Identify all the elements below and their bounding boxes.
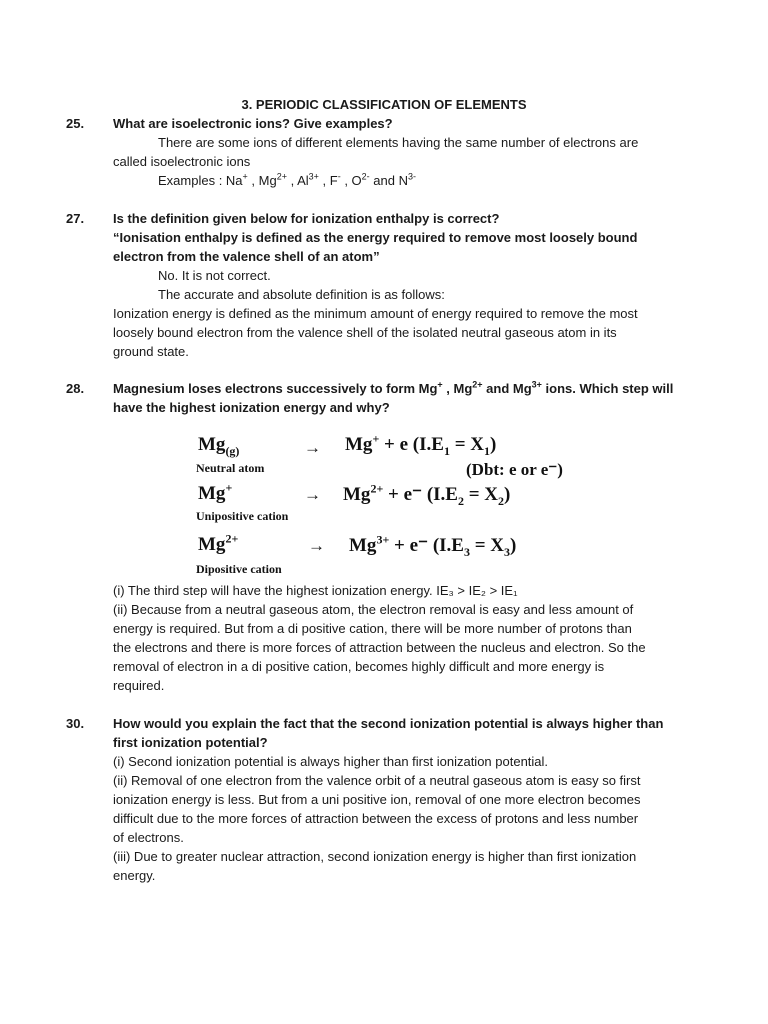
ion-text: and N — [369, 173, 408, 188]
ion-charge: 2+ — [472, 379, 483, 390]
question-text-part: Magnesium loses electrons successively to form Mg — [113, 381, 438, 396]
question-text — [113, 379, 693, 398]
equation-superscript: 3+ — [376, 532, 390, 547]
question-number: 30. — [66, 716, 85, 731]
answer-line: removal of electron in a di positive cation, becomes highly difficult and more energy is — [113, 659, 605, 674]
equation-text: = X — [449, 434, 484, 455]
arrow-icon: → — [308, 536, 325, 555]
equation-superscript: 2+ — [370, 481, 384, 496]
equation-product — [343, 483, 510, 506]
equation-symbol: Mg — [198, 434, 226, 455]
equation-reactant — [198, 480, 233, 505]
equation-symbol: Mg — [349, 535, 377, 556]
equation-label: Dipositive cation — [196, 562, 282, 576]
arrow-icon: → — [304, 485, 321, 504]
answer-line: There are some ions of different elements having the same number of electrons are — [158, 135, 639, 150]
equation-subscript: 2 — [457, 493, 464, 508]
equation-subscript: (g) — [225, 443, 240, 458]
answer-line: ionization energy is less. But from a uni positive ion, removal of one more electron becomes — [113, 792, 641, 807]
equation-text: = X — [469, 535, 505, 556]
equation-superscript: 2+ — [225, 531, 239, 546]
question-number: 27. — [66, 211, 85, 226]
answer-line: called isoelectronic ions — [113, 154, 251, 169]
arrow-icon: → — [304, 438, 321, 457]
equation-product — [349, 534, 516, 557]
ion-charge: - — [337, 171, 341, 182]
ion-charge: + — [437, 379, 443, 390]
answer-line: (i) Second ionization potential is always higher than first ionization potential. — [113, 754, 549, 769]
page-title: 3. PERIODIC CLASSIFICATION OF ELEMENTS — [241, 97, 527, 112]
equation-subscript: 3 — [504, 544, 511, 559]
answer-line: ground state. — [113, 344, 189, 359]
equation-subscript: 2 — [498, 493, 505, 508]
answer-line: No. It is not correct. — [158, 268, 271, 283]
ion-charge: 2+ — [276, 171, 287, 182]
question-text-part: ions. Which step will — [541, 381, 674, 396]
ion-charge: 2- — [361, 171, 370, 182]
equation-symbol: Mg — [198, 483, 226, 504]
equation-note: (Dbt: e or e⁻) — [466, 460, 563, 479]
equation-text: ) — [510, 535, 517, 556]
question-text-part: , Mg — [442, 381, 473, 396]
equation-text: = X — [463, 484, 499, 505]
answer-line: (iii) Due to greater nuclear attraction, second ionization energy is higher than first ionization — [113, 849, 637, 864]
equation-superscript: + — [372, 431, 380, 446]
question-text: first ionization potential? — [113, 735, 268, 750]
equation-label: Neutral atom — [196, 461, 265, 475]
question-number: 25. — [66, 116, 85, 131]
equation-subscript: 1 — [443, 443, 450, 458]
equation-text: + e⁻ (I.E — [383, 484, 458, 505]
answer-line: difficult due to the more forces of attraction between the excess of protons and less number — [113, 811, 639, 826]
equation-subscript: 3 — [463, 544, 470, 559]
ion-text: , O — [340, 173, 362, 188]
question-text-part: and Mg — [482, 381, 532, 396]
equation-symbol: Mg — [198, 534, 226, 555]
answer-line: loosely bound electron from the valence shell of the isolated neutral gaseous atom in its — [113, 325, 617, 340]
ion-text: , F — [318, 173, 338, 188]
equation-reactant — [198, 531, 239, 556]
ion-charge: + — [242, 171, 248, 182]
answer-line: The accurate and absolute definition is as follows: — [158, 287, 445, 302]
ion-charge: 3+ — [531, 379, 542, 390]
answer-line: (i) The third step will have the highest ionization energy. IE₃ > IE₂ > IE₁ — [113, 583, 518, 598]
answer-line: energy. — [113, 868, 156, 883]
answer-line: required. — [113, 678, 165, 693]
question-text: Is the definition given below for ionization enthalpy is correct? — [113, 211, 500, 226]
answer-line: (ii) Removal of one electron from the valence orbit of a neutral gaseous atom is easy so first — [113, 773, 641, 788]
equation-symbol: Mg — [343, 484, 371, 505]
equation-superscript: + — [225, 480, 233, 495]
answer-line: energy is required. But from a di positive cation, there will be more number of protons than — [113, 621, 632, 636]
equation-text: ) — [490, 434, 497, 455]
examples-line — [158, 171, 748, 190]
question-text: have the highest ionization energy and why? — [113, 400, 390, 415]
question-text: “Ionisation enthalpy is defined as the energy required to remove most loosely bound — [113, 230, 638, 245]
equation-subscript: 1 — [484, 443, 490, 458]
question-text: electron from the valence shell of an atom” — [113, 249, 380, 264]
answer-line: (ii) Because from a neutral gaseous atom, the electron removal is easy and less amount of — [113, 602, 634, 617]
answer-line: of electrons. — [113, 830, 184, 845]
ion-charge: 3- — [408, 171, 417, 182]
equation-text: + e (I.E — [379, 434, 444, 455]
equation-text: + e⁻ (I.E — [389, 535, 464, 556]
answer-line: Ionization energy is defined as the minimum amount of energy required to remove the most — [113, 306, 638, 321]
answer-line: the electrons and there is more forces of attraction between the nucleus and electron. So the — [113, 640, 646, 655]
ion-charge: 3+ — [308, 171, 319, 182]
ion-text: , Al — [286, 173, 309, 188]
examples-label: Examples : Na — [158, 173, 243, 188]
question-text: What are isoelectronic ions? Give examples? — [113, 116, 393, 131]
equation-product — [345, 431, 497, 458]
ion-text: , Mg — [247, 173, 277, 188]
equation-label: Unipositive cation — [196, 509, 289, 523]
equation-reactant — [198, 434, 239, 456]
question-text: How would you explain the fact that the second ionization potential is always higher than — [113, 716, 664, 731]
equation-text: ) — [504, 484, 511, 505]
equation-symbol: Mg — [345, 434, 373, 455]
question-number: 28. — [66, 381, 85, 396]
